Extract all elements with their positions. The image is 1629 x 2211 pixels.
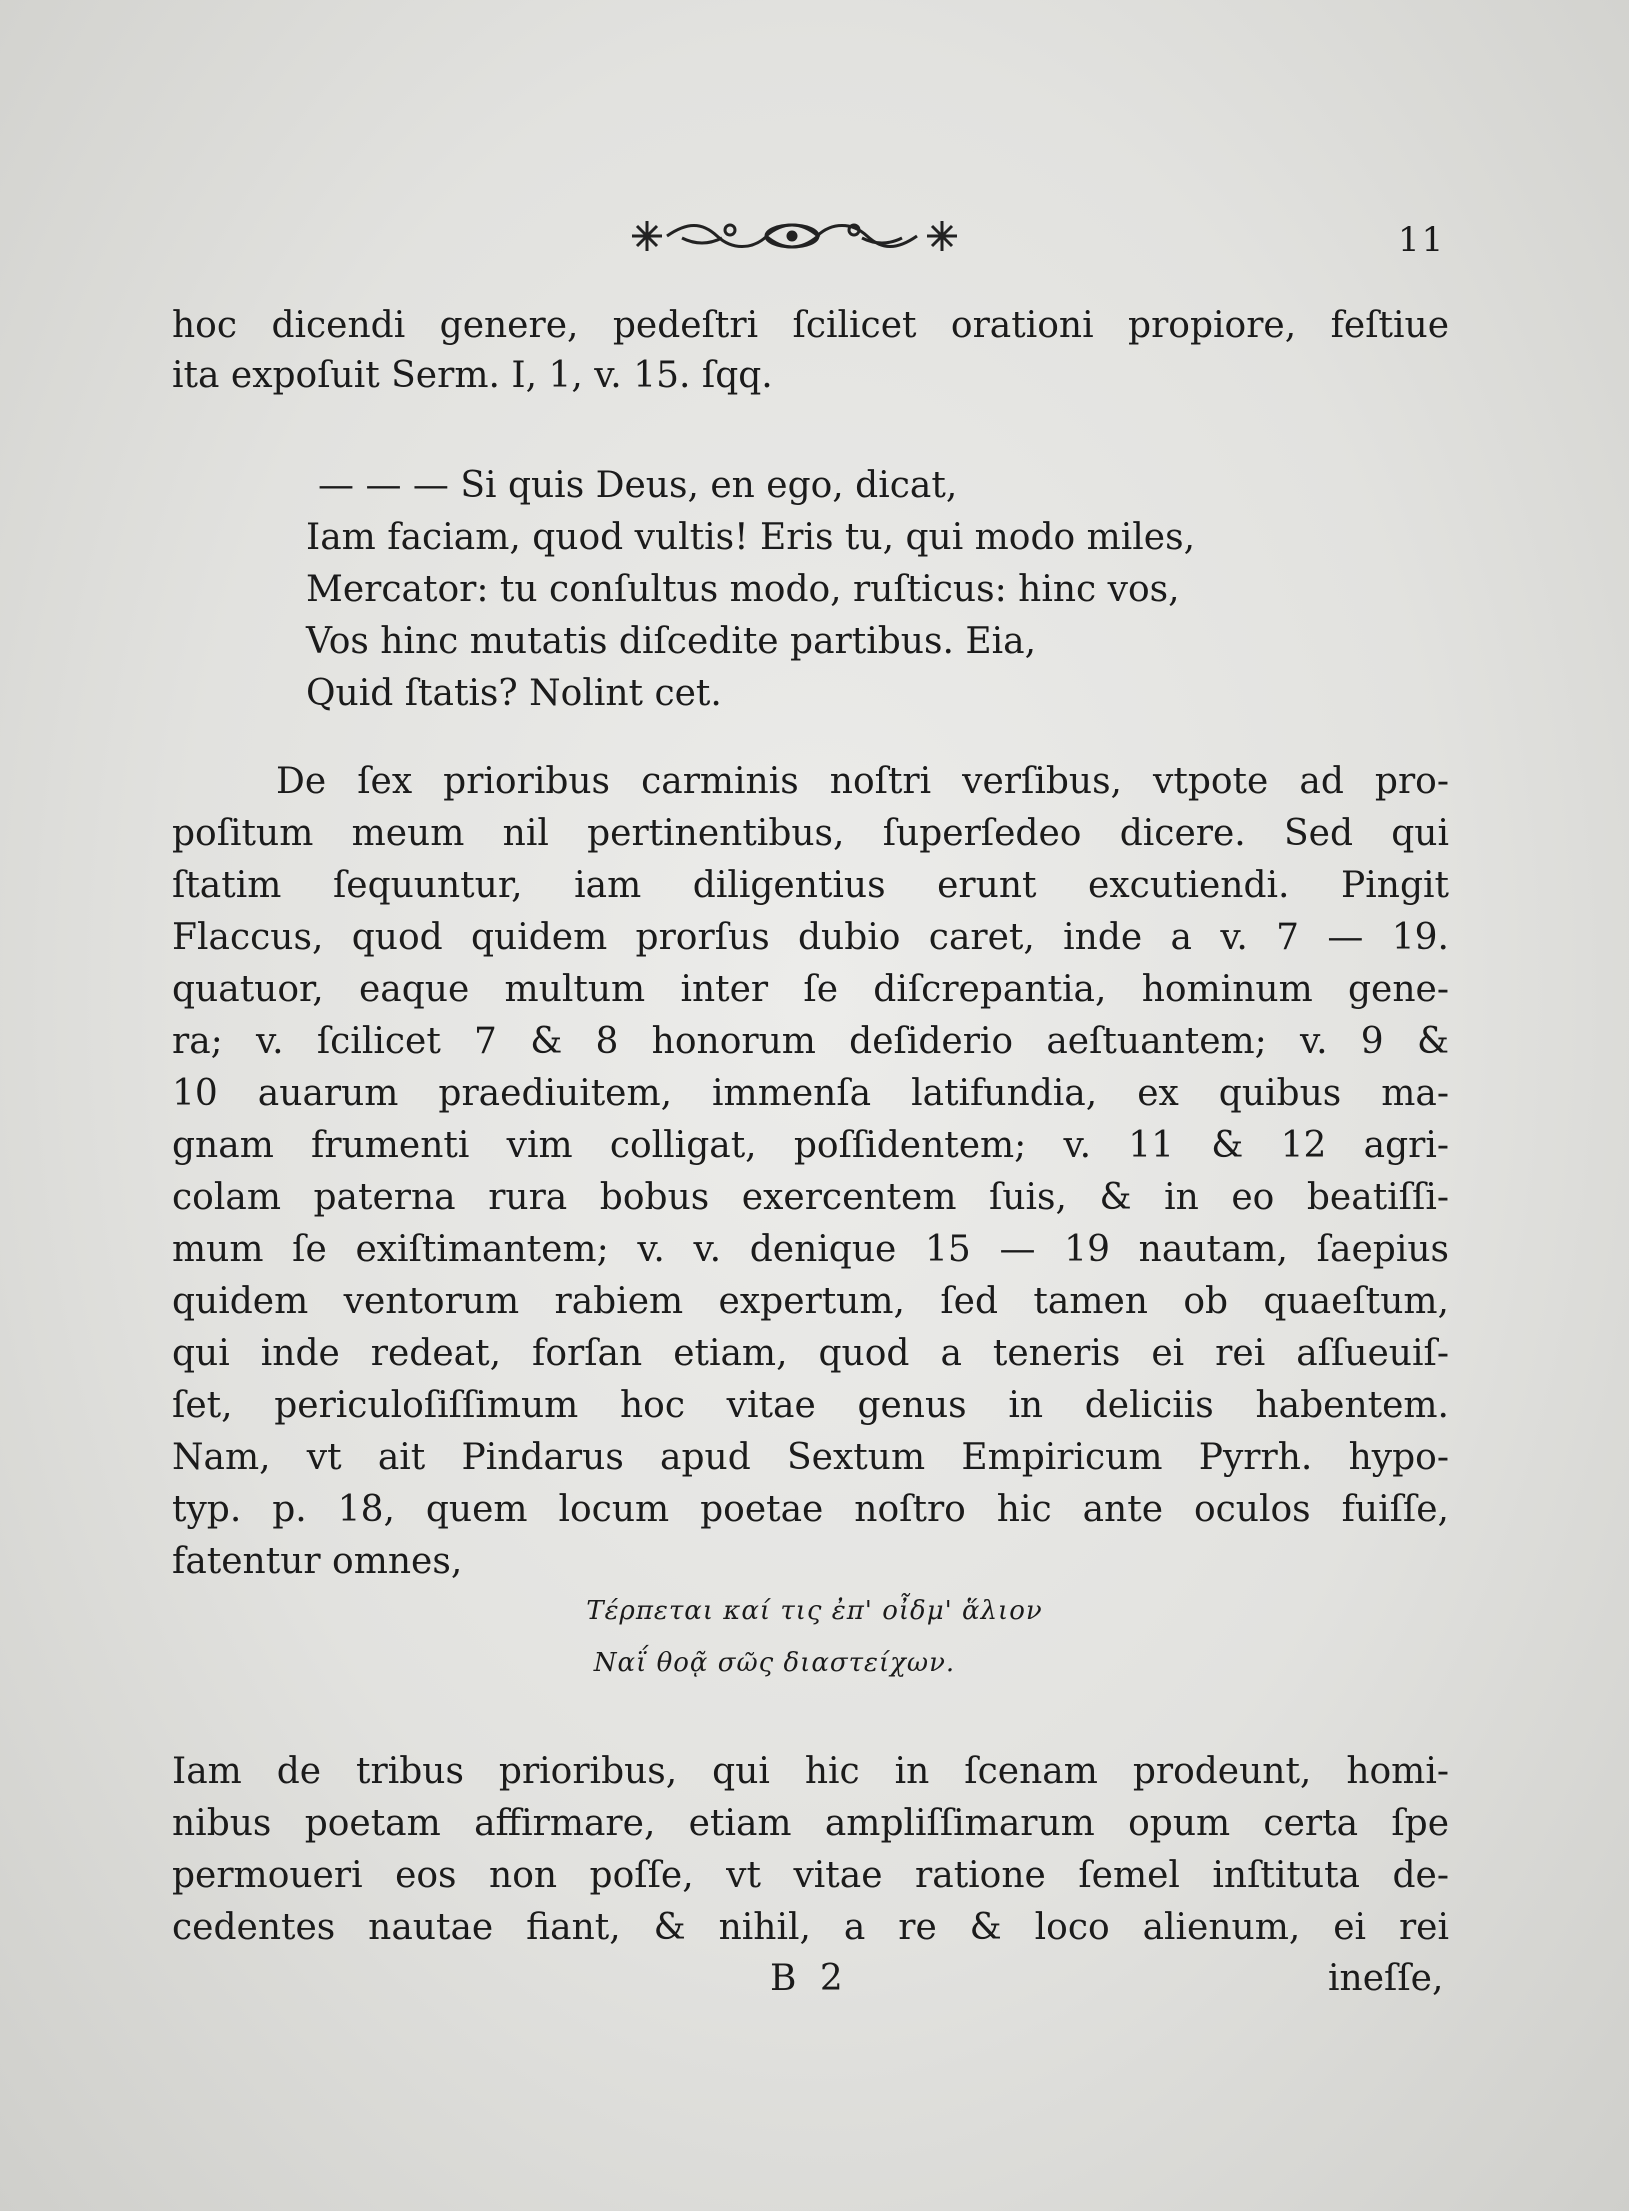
- greek-verse-line: Ναΐ θοᾷ σῶς διαστείχων.: [593, 1648, 956, 1678]
- verse-line: — — — Si quis Deus, en ego, dicat,: [318, 465, 958, 506]
- text-line: ſet, periculoſiſſimum hoc vitae genus in deliciis habentem.: [172, 1385, 1449, 1426]
- text-line: Flaccus, quod quidem prorſus dubio caret, inde a v. 7 — 19.: [172, 917, 1449, 958]
- text-line: fatentur omnes,: [172, 1541, 463, 1582]
- text-line: colam paterna rura bobus exercentem ſuis, & in eo beatiſſi-: [172, 1177, 1449, 1218]
- text-line: hoc dicendi genere, pedeſtri ſcilicet orationi propiore, feſtiue: [172, 305, 1449, 346]
- text-line: ra; v. ſcilicet 7 & 8 honorum deſiderio aeſtuantem; v. 9 &: [172, 1021, 1449, 1062]
- text-line: nibus poetam affirmare, etiam ampliſſimarum opum certa ſpe: [172, 1803, 1449, 1844]
- text-line: gnam frumenti vim colligat, poſſidentem; v. 11 & 12 agri-: [172, 1125, 1449, 1166]
- verse-line: Vos hinc mutatis diſcedite partibus. Eia,: [306, 621, 1037, 662]
- verse-line: Iam faciam, quod vultis! Eris tu, qui modo miles,: [306, 517, 1196, 558]
- text-line: ſtatim ſequuntur, iam diligentius erunt excutiendi. Pingit: [172, 865, 1449, 906]
- catchword: ineſſe,: [1328, 1958, 1444, 1999]
- greek-verse-line: Τέρπεται καί τις ἐπ' οἶδμ' ἅλιον: [586, 1596, 1043, 1626]
- ornament-headpiece-icon: [612, 208, 972, 264]
- text-line: De ſex prioribus carminis noſtri verſibus, vtpote ad pro-: [276, 761, 1449, 802]
- text-line: quatuor, eaque multum inter ſe diſcrepantia, hominum gene-: [172, 969, 1449, 1010]
- text-line: cedentes nautae fiant, & nihil, a re & loco alienum, ei rei: [172, 1907, 1449, 1948]
- text-line: permoueri eos non poſſe, vt vitae ratione ſemel inſtituta de-: [172, 1855, 1449, 1896]
- verse-line: Quid ſtatis? Nolint cet.: [306, 673, 722, 714]
- signature-mark: B 2: [770, 1958, 849, 1999]
- text-line: qui inde redeat, forſan etiam, quod a teneris ei rei aſſueuiſ-: [172, 1333, 1449, 1374]
- text-line: quidem ventorum rabiem expertum, ſed tamen ob quaeſtum,: [172, 1281, 1449, 1322]
- page-number: 11: [1398, 220, 1446, 260]
- text-line: mum ſe exiſtimantem; v. v. denique 15 — 19 nautam, ſaepius: [172, 1229, 1449, 1270]
- text-line: Iam de tribus prioribus, qui hic in ſcenam prodeunt, homi-: [172, 1751, 1449, 1792]
- text-line: Nam, vt ait Pindarus apud Sextum Empiricum Pyrrh. hypo-: [172, 1437, 1449, 1478]
- text-line: ita expoſuit Serm. I, 1, v. 15. ſqq.: [172, 355, 773, 396]
- text-line: 10 auarum praediuitem, immenſa latifundia, ex quibus ma-: [172, 1073, 1449, 1114]
- text-line: typ. p. 18, quem locum poetae noſtro hic ante oculos fuiſſe,: [172, 1489, 1449, 1530]
- text-line: poſitum meum nil pertinentibus, ſuperſedeo dicere. Sed qui: [172, 813, 1449, 854]
- verse-line: Mercator: tu conſultus modo, ruſticus: hinc vos,: [306, 569, 1180, 610]
